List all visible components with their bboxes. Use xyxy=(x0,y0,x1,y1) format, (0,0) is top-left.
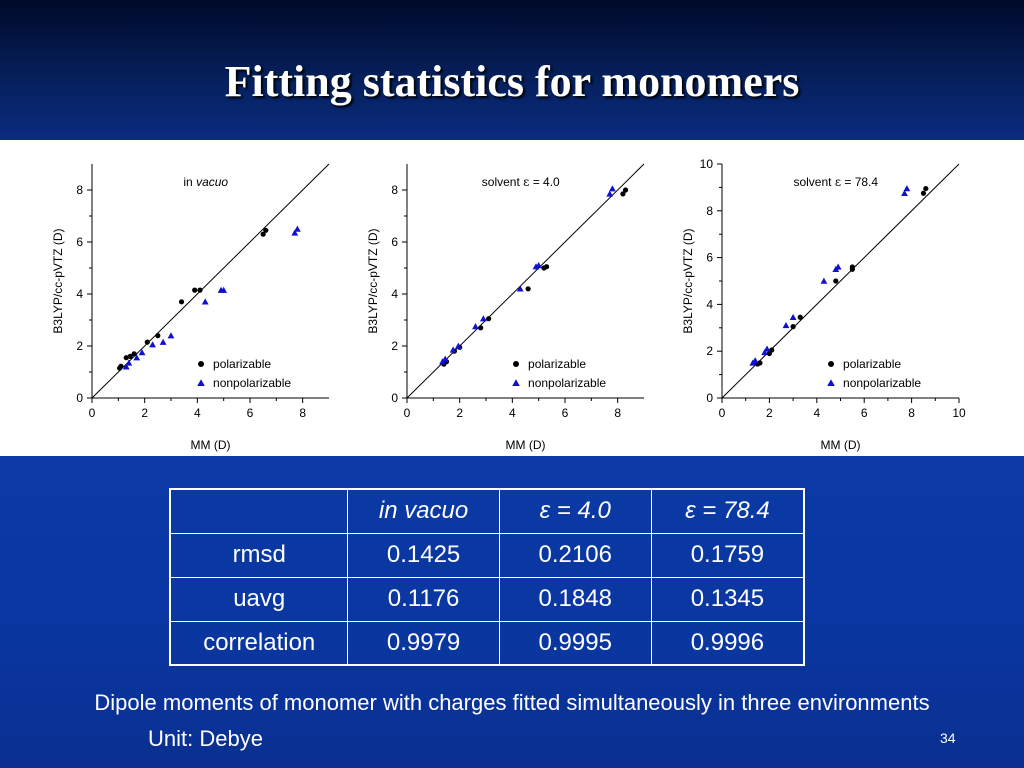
legend-polarizable-marker xyxy=(513,361,519,367)
x-tick-label: 0 xyxy=(88,406,96,420)
nonpolarizable-point xyxy=(168,332,175,338)
x-tick-label: 0 xyxy=(403,406,411,420)
nonpolarizable-point xyxy=(821,278,828,284)
plot-annotation: solvent ε = 78.4 xyxy=(793,175,879,189)
polarizable-point xyxy=(833,278,838,283)
polarizable-point xyxy=(923,186,928,191)
page-number: 34 xyxy=(940,730,956,746)
nonpolarizable-point xyxy=(480,315,487,321)
row-label: correlation xyxy=(170,621,348,665)
nonpolarizable-point xyxy=(149,341,156,347)
polarizable-point xyxy=(791,324,796,329)
x-tick-label: 2 xyxy=(766,406,773,420)
table-cell: 0.9996 xyxy=(651,621,804,665)
polarizable-point xyxy=(263,228,268,233)
y-tick-label: 2 xyxy=(76,339,83,353)
x-tick-label: 8 xyxy=(299,406,307,420)
polarizable-point xyxy=(921,191,926,196)
legend-label: nonpolarizable xyxy=(843,376,922,390)
x-tick-label: 8 xyxy=(908,406,915,420)
polarizable-point xyxy=(192,288,197,293)
row-label: rmsd xyxy=(170,533,348,577)
nonpolarizable-point xyxy=(294,226,301,232)
plot-annotation: in vacuo xyxy=(183,175,229,189)
polarizable-point xyxy=(769,347,774,352)
polarizable-point xyxy=(145,340,150,345)
nonpolarizable-point xyxy=(139,349,146,355)
slide-title: Fitting statistics for monomers xyxy=(224,57,800,106)
x-axis-label: MM (D) xyxy=(190,438,231,452)
x-tick-label: 8 xyxy=(614,406,622,420)
nonpolarizable-point xyxy=(202,298,209,304)
nonpolarizable-point xyxy=(125,360,132,366)
polarizable-point xyxy=(478,325,483,330)
x-tick-label: 10 xyxy=(952,406,966,420)
y-tick-label: 6 xyxy=(391,235,398,249)
polarizable-point xyxy=(179,299,184,304)
table-header-cell: ε = 4.0 xyxy=(499,489,651,533)
scatter-plot xyxy=(51,164,329,452)
nonpolarizable-point xyxy=(472,323,479,329)
x-axis-label: MM (D) xyxy=(505,438,546,452)
table-header-cell xyxy=(170,489,348,533)
x-tick-label: 2 xyxy=(456,406,464,420)
y-tick-label: 4 xyxy=(391,287,398,301)
y-tick-label: 10 xyxy=(699,157,713,171)
unit-label: Unit: Debye xyxy=(148,726,263,751)
table-cell: 0.1848 xyxy=(499,577,651,621)
slide-caption: Dipole moments of monomer with charges fitted simultaneously in three environments xyxy=(94,690,930,715)
x-axis-label: MM (D) xyxy=(820,438,861,452)
nonpolarizable-point xyxy=(160,339,167,345)
table-row xyxy=(170,577,804,621)
table-cell: 0.9979 xyxy=(348,621,499,665)
y-axis-label: B3LYP/cc-pVTZ (D) xyxy=(51,228,65,334)
polarizable-point xyxy=(623,187,628,192)
statistics-table xyxy=(169,488,805,666)
nonpolarizable-point xyxy=(764,345,771,351)
x-tick-label: 6 xyxy=(860,406,868,420)
legend-nonpolarizable-marker xyxy=(197,379,205,386)
legend-nonpolarizable-marker xyxy=(827,379,835,386)
legend-polarizable-marker xyxy=(828,361,834,367)
legend-label: polarizable xyxy=(213,357,272,371)
nonpolarizable-point xyxy=(609,185,616,191)
polarizable-point xyxy=(798,315,803,320)
x-tick-label: 4 xyxy=(508,406,516,420)
y-tick-label: 0 xyxy=(706,391,713,405)
row-label: uavg xyxy=(170,577,348,621)
legend-label: nonpolarizable xyxy=(213,376,292,390)
legend-label: polarizable xyxy=(843,357,902,371)
x-tick-label: 4 xyxy=(193,406,201,420)
table-cell: 0.9995 xyxy=(499,621,651,665)
y-tick-label: 2 xyxy=(706,344,713,359)
polarizable-point xyxy=(197,288,202,293)
polarizable-point xyxy=(526,286,531,291)
nonpolarizable-point xyxy=(783,322,790,328)
y-tick-label: 6 xyxy=(706,250,713,265)
table-cell: 0.1345 xyxy=(651,577,804,621)
figure-panel xyxy=(0,140,1024,456)
y-tick-label: 6 xyxy=(76,235,83,249)
legend-label: polarizable xyxy=(528,357,587,371)
y-axis-label: B3LYP/cc-pVTZ (D) xyxy=(366,228,380,334)
y-tick-label: 4 xyxy=(76,287,83,301)
x-tick-label: 0 xyxy=(718,406,726,420)
y-tick-label: 0 xyxy=(76,391,83,405)
scatter-plot xyxy=(366,164,644,452)
y-tick-label: 8 xyxy=(76,183,83,197)
y-axis-label: B3LYP/cc-pVTZ (D) xyxy=(681,228,695,334)
x-tick-label: 4 xyxy=(813,406,821,420)
table-cell: 0.1425 xyxy=(348,533,499,577)
scatter-plot xyxy=(681,157,966,452)
table-header-row xyxy=(170,489,804,533)
y-tick-label: 4 xyxy=(706,297,713,312)
polarizable-point xyxy=(486,316,491,321)
polarizable-point xyxy=(118,364,123,369)
table-header-cell: ε = 78.4 xyxy=(651,489,804,533)
table-cell: 0.1759 xyxy=(651,533,804,577)
legend-label: nonpolarizable xyxy=(528,376,607,390)
polarizable-point xyxy=(155,333,160,338)
legend-nonpolarizable-marker xyxy=(512,379,520,386)
scatter-plots xyxy=(0,140,1024,456)
table-cell: 0.2106 xyxy=(499,533,651,577)
plot-annotation: solvent ε = 4.0 xyxy=(481,175,560,189)
table-header-cell: in vacuo xyxy=(348,489,499,533)
polarizable-point xyxy=(850,264,855,269)
table-row xyxy=(170,621,804,665)
polarizable-point xyxy=(544,264,549,269)
x-tick-label: 2 xyxy=(141,406,149,420)
y-tick-label: 0 xyxy=(391,391,398,405)
y-tick-label: 2 xyxy=(391,339,398,353)
y-tick-label: 8 xyxy=(391,183,398,197)
table-row xyxy=(170,533,804,577)
table-cell: 0.1176 xyxy=(348,577,499,621)
y-tick-label: 8 xyxy=(706,203,713,218)
nonpolarizable-point xyxy=(903,185,910,191)
x-tick-label: 6 xyxy=(561,406,569,420)
nonpolarizable-point xyxy=(790,314,797,320)
legend-polarizable-marker xyxy=(198,361,204,367)
polarizable-point xyxy=(132,351,137,356)
x-tick-label: 6 xyxy=(246,406,254,420)
